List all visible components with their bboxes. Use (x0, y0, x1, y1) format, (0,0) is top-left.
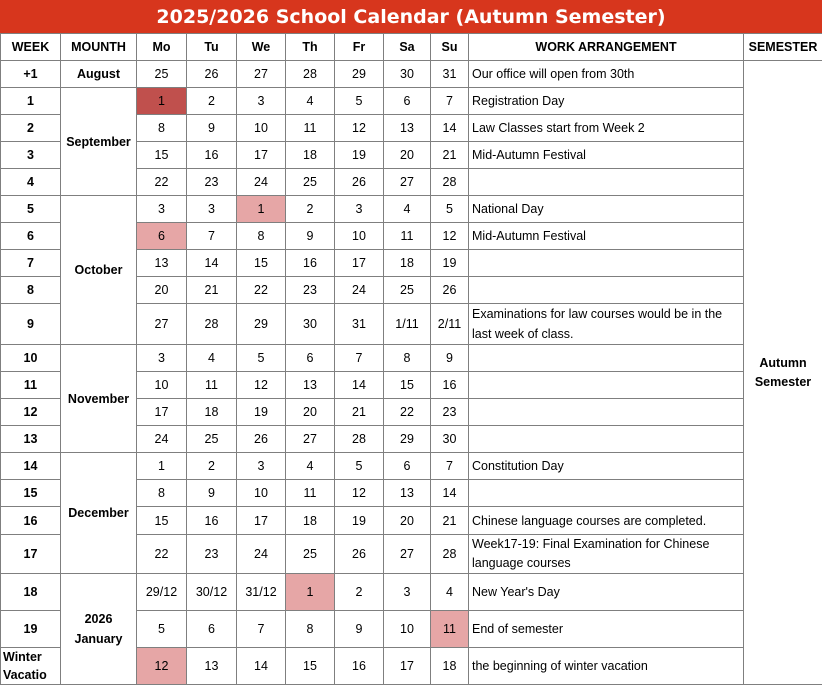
day-cell: 12 (431, 223, 469, 250)
day-cell: 1 (137, 453, 187, 480)
header-su: Su (431, 34, 469, 61)
month-cell-november: November (61, 345, 137, 453)
day-cell: 24 (237, 169, 286, 196)
day-cell: 7 (187, 223, 237, 250)
day-cell: 22 (237, 277, 286, 304)
day-cell: 30 (286, 304, 335, 345)
week-cell: +1 (1, 61, 61, 88)
day-cell: 20 (137, 277, 187, 304)
work-cell (469, 345, 744, 372)
week-cell: 12 (1, 399, 61, 426)
day-cell: 4 (286, 88, 335, 115)
work-cell: Mid-Autumn Festival (469, 142, 744, 169)
day-cell: 26 (237, 426, 286, 453)
day-cell: 4 (431, 574, 469, 611)
day-cell: 3 (137, 196, 187, 223)
day-cell: 18 (431, 648, 469, 685)
work-cell: the beginning of winter vacation (469, 648, 744, 685)
header-month: MOUNTH (61, 34, 137, 61)
day-cell: 9 (187, 115, 237, 142)
day-cell: 11 (286, 480, 335, 507)
day-cell: 16 (286, 250, 335, 277)
day-cell: 8 (137, 480, 187, 507)
month-cell-january (61, 574, 137, 685)
day-cell: 26 (187, 61, 237, 88)
day-cell: 31/12 (237, 574, 286, 611)
day-cell: 25 (286, 535, 335, 574)
day-cell: 11 (286, 115, 335, 142)
day-cell: 9 (286, 223, 335, 250)
day-cell: 3 (237, 88, 286, 115)
day-cell: 16 (187, 142, 237, 169)
day-cell: 2 (187, 453, 237, 480)
day-cell: 3 (137, 345, 187, 372)
calendar-table (0, 33, 822, 685)
day-cell: 5 (431, 196, 469, 223)
table-row (1, 61, 822, 88)
day-cell: 21 (187, 277, 237, 304)
day-cell: 6 (187, 611, 237, 648)
day-cell: 13 (187, 648, 237, 685)
table-row (1, 345, 822, 372)
day-cell: 13 (137, 250, 187, 277)
day-cell: 25 (187, 426, 237, 453)
day-cell: 15 (384, 372, 431, 399)
work-cell: Mid-Autumn Festival (469, 223, 744, 250)
day-cell: 15 (137, 142, 187, 169)
day-cell: 15 (237, 250, 286, 277)
day-cell: 16 (335, 648, 384, 685)
day-cell: 12 (335, 480, 384, 507)
work-cell: Examinations for law courses would be in the last week of class. (469, 304, 744, 345)
day-cell: 20 (384, 507, 431, 535)
day-cell: 6 (286, 345, 335, 372)
day-cell: 17 (384, 648, 431, 685)
header-fr: Fr (335, 34, 384, 61)
month-label-january: January (75, 632, 123, 646)
table-row (1, 88, 822, 115)
week-cell: 5 (1, 196, 61, 223)
day-cell: 27 (384, 535, 431, 574)
day-cell: 16 (187, 507, 237, 535)
work-cell: Registration Day (469, 88, 744, 115)
day-cell: 27 (286, 426, 335, 453)
header-th: Th (286, 34, 335, 61)
day-cell: 16 (431, 372, 469, 399)
day-cell: 27 (237, 61, 286, 88)
month-cell-october: October (61, 196, 137, 345)
month-cell-december: December (61, 453, 137, 574)
semester-cell: Autumn Semester (744, 61, 822, 685)
day-cell: 23 (187, 169, 237, 196)
day-cell: 7 (431, 453, 469, 480)
day-cell: 3 (187, 196, 237, 223)
day-cell: 10 (137, 372, 187, 399)
day-cell: 19 (431, 250, 469, 277)
day-cell: 20 (286, 399, 335, 426)
day-cell: 24 (335, 277, 384, 304)
day-cell: 26 (431, 277, 469, 304)
day-cell: 18 (384, 250, 431, 277)
day-cell: 20 (384, 142, 431, 169)
day-cell: 17 (137, 399, 187, 426)
day-cell: 17 (237, 507, 286, 535)
day-cell: 18 (286, 142, 335, 169)
day-cell: 30 (384, 61, 431, 88)
work-cell: Law Classes start from Week 2 (469, 115, 744, 142)
day-cell: 29 (335, 61, 384, 88)
day-cell: 26 (335, 535, 384, 574)
day-cell: 10 (384, 611, 431, 648)
month-cell-august: August (61, 61, 137, 88)
table-row (1, 196, 822, 223)
day-cell-highlight: 1 (237, 196, 286, 223)
day-cell: 27 (137, 304, 187, 345)
day-cell: 5 (335, 88, 384, 115)
day-cell-highlight: 1 (137, 88, 187, 115)
day-cell: 10 (237, 480, 286, 507)
day-cell: 13 (384, 115, 431, 142)
day-cell: 21 (431, 142, 469, 169)
day-cell: 31 (335, 304, 384, 345)
work-cell (469, 399, 744, 426)
work-cell (469, 169, 744, 196)
day-cell: 14 (335, 372, 384, 399)
day-cell: 29/12 (137, 574, 187, 611)
day-cell: 15 (286, 648, 335, 685)
day-cell: 28 (431, 169, 469, 196)
month-year-label: 2026 (85, 612, 113, 626)
work-cell: Week17-19: Final Examination for Chinese language courses (469, 535, 744, 574)
header-mo: Mo (137, 34, 187, 61)
day-cell: 28 (187, 304, 237, 345)
day-cell: 28 (431, 535, 469, 574)
work-cell (469, 480, 744, 507)
day-cell: 29 (384, 426, 431, 453)
day-cell: 3 (237, 453, 286, 480)
week-cell-winter-vacation: Winter Vacatio (1, 648, 61, 685)
week-cell: 2 (1, 115, 61, 142)
table-row (1, 574, 822, 611)
day-cell: 29 (237, 304, 286, 345)
work-cell: Our office will open from 30th (469, 61, 744, 88)
header-row (1, 34, 822, 61)
day-cell: 9 (187, 480, 237, 507)
week-cell: 4 (1, 169, 61, 196)
day-cell: 11 (384, 223, 431, 250)
header-work: WORK ARRANGEMENT (469, 34, 744, 61)
day-cell: 7 (431, 88, 469, 115)
day-cell: 11 (187, 372, 237, 399)
work-cell: End of semester (469, 611, 744, 648)
week-cell: 15 (1, 480, 61, 507)
work-cell (469, 277, 744, 304)
work-cell: Chinese language courses are completed. (469, 507, 744, 535)
work-cell (469, 426, 744, 453)
week-cell: 16 (1, 507, 61, 535)
day-cell: 12 (237, 372, 286, 399)
work-cell: New Year's Day (469, 574, 744, 611)
day-cell: 6 (384, 88, 431, 115)
header-tu: Tu (187, 34, 237, 61)
day-cell: 5 (237, 345, 286, 372)
day-cell: 25 (384, 277, 431, 304)
day-cell: 2/11 (431, 304, 469, 345)
day-cell: 10 (335, 223, 384, 250)
day-cell: 14 (431, 480, 469, 507)
day-cell: 28 (335, 426, 384, 453)
day-cell: 14 (187, 250, 237, 277)
header-week: WEEK (1, 34, 61, 61)
day-cell: 21 (335, 399, 384, 426)
day-cell: 26 (335, 169, 384, 196)
day-cell: 14 (431, 115, 469, 142)
day-cell: 24 (237, 535, 286, 574)
day-cell: 24 (137, 426, 187, 453)
day-cell: 8 (384, 345, 431, 372)
day-cell: 7 (237, 611, 286, 648)
day-cell: 22 (137, 535, 187, 574)
day-cell: 28 (286, 61, 335, 88)
day-cell: 4 (286, 453, 335, 480)
calendar-title: 2025/2026 School Calendar (Autumn Semester) (0, 0, 822, 33)
day-cell: 19 (237, 399, 286, 426)
day-cell: 17 (237, 142, 286, 169)
day-cell: 25 (286, 169, 335, 196)
week-cell: 1 (1, 88, 61, 115)
day-cell: 8 (237, 223, 286, 250)
day-cell: 21 (431, 507, 469, 535)
week-cell: 3 (1, 142, 61, 169)
work-cell (469, 372, 744, 399)
day-cell: 23 (286, 277, 335, 304)
day-cell: 7 (335, 345, 384, 372)
day-cell: 9 (431, 345, 469, 372)
week-cell: 9 (1, 304, 61, 345)
day-cell: 5 (137, 611, 187, 648)
week-cell: 17 (1, 535, 61, 574)
day-cell: 2 (335, 574, 384, 611)
day-cell: 8 (286, 611, 335, 648)
day-cell: 19 (335, 507, 384, 535)
day-cell: 30 (431, 426, 469, 453)
day-cell: 3 (335, 196, 384, 223)
day-cell: 31 (431, 61, 469, 88)
day-cell-highlight: 1 (286, 574, 335, 611)
day-cell: 2 (187, 88, 237, 115)
day-cell: 22 (137, 169, 187, 196)
week-cell: 7 (1, 250, 61, 277)
week-cell: 13 (1, 426, 61, 453)
day-cell: 6 (384, 453, 431, 480)
day-cell-highlight: 11 (431, 611, 469, 648)
work-cell (469, 250, 744, 277)
week-cell: 14 (1, 453, 61, 480)
header-semester: SEMESTER (744, 34, 822, 61)
week-cell: 10 (1, 345, 61, 372)
day-cell: 19 (335, 142, 384, 169)
day-cell: 14 (237, 648, 286, 685)
work-cell: National Day (469, 196, 744, 223)
week-cell: 18 (1, 574, 61, 611)
day-cell: 12 (335, 115, 384, 142)
day-cell: 9 (335, 611, 384, 648)
day-cell: 13 (286, 372, 335, 399)
day-cell-highlight: 12 (137, 648, 187, 685)
day-cell: 3 (384, 574, 431, 611)
day-cell: 4 (187, 345, 237, 372)
week-cell: 8 (1, 277, 61, 304)
day-cell: 10 (237, 115, 286, 142)
day-cell: 17 (335, 250, 384, 277)
work-cell: Constitution Day (469, 453, 744, 480)
header-we: We (237, 34, 286, 61)
day-cell-highlight: 6 (137, 223, 187, 250)
day-cell: 30/12 (187, 574, 237, 611)
day-cell: 18 (286, 507, 335, 535)
day-cell: 5 (335, 453, 384, 480)
week-cell: 6 (1, 223, 61, 250)
table-row (1, 453, 822, 480)
header-sa: Sa (384, 34, 431, 61)
day-cell: 2 (286, 196, 335, 223)
day-cell: 8 (137, 115, 187, 142)
week-cell: 19 (1, 611, 61, 648)
day-cell: 18 (187, 399, 237, 426)
week-cell: 11 (1, 372, 61, 399)
day-cell: 25 (137, 61, 187, 88)
day-cell: 22 (384, 399, 431, 426)
day-cell: 15 (137, 507, 187, 535)
day-cell: 4 (384, 196, 431, 223)
day-cell: 23 (431, 399, 469, 426)
day-cell: 23 (187, 535, 237, 574)
day-cell: 1/11 (384, 304, 431, 345)
day-cell: 27 (384, 169, 431, 196)
month-cell-september: September (61, 88, 137, 196)
day-cell: 13 (384, 480, 431, 507)
